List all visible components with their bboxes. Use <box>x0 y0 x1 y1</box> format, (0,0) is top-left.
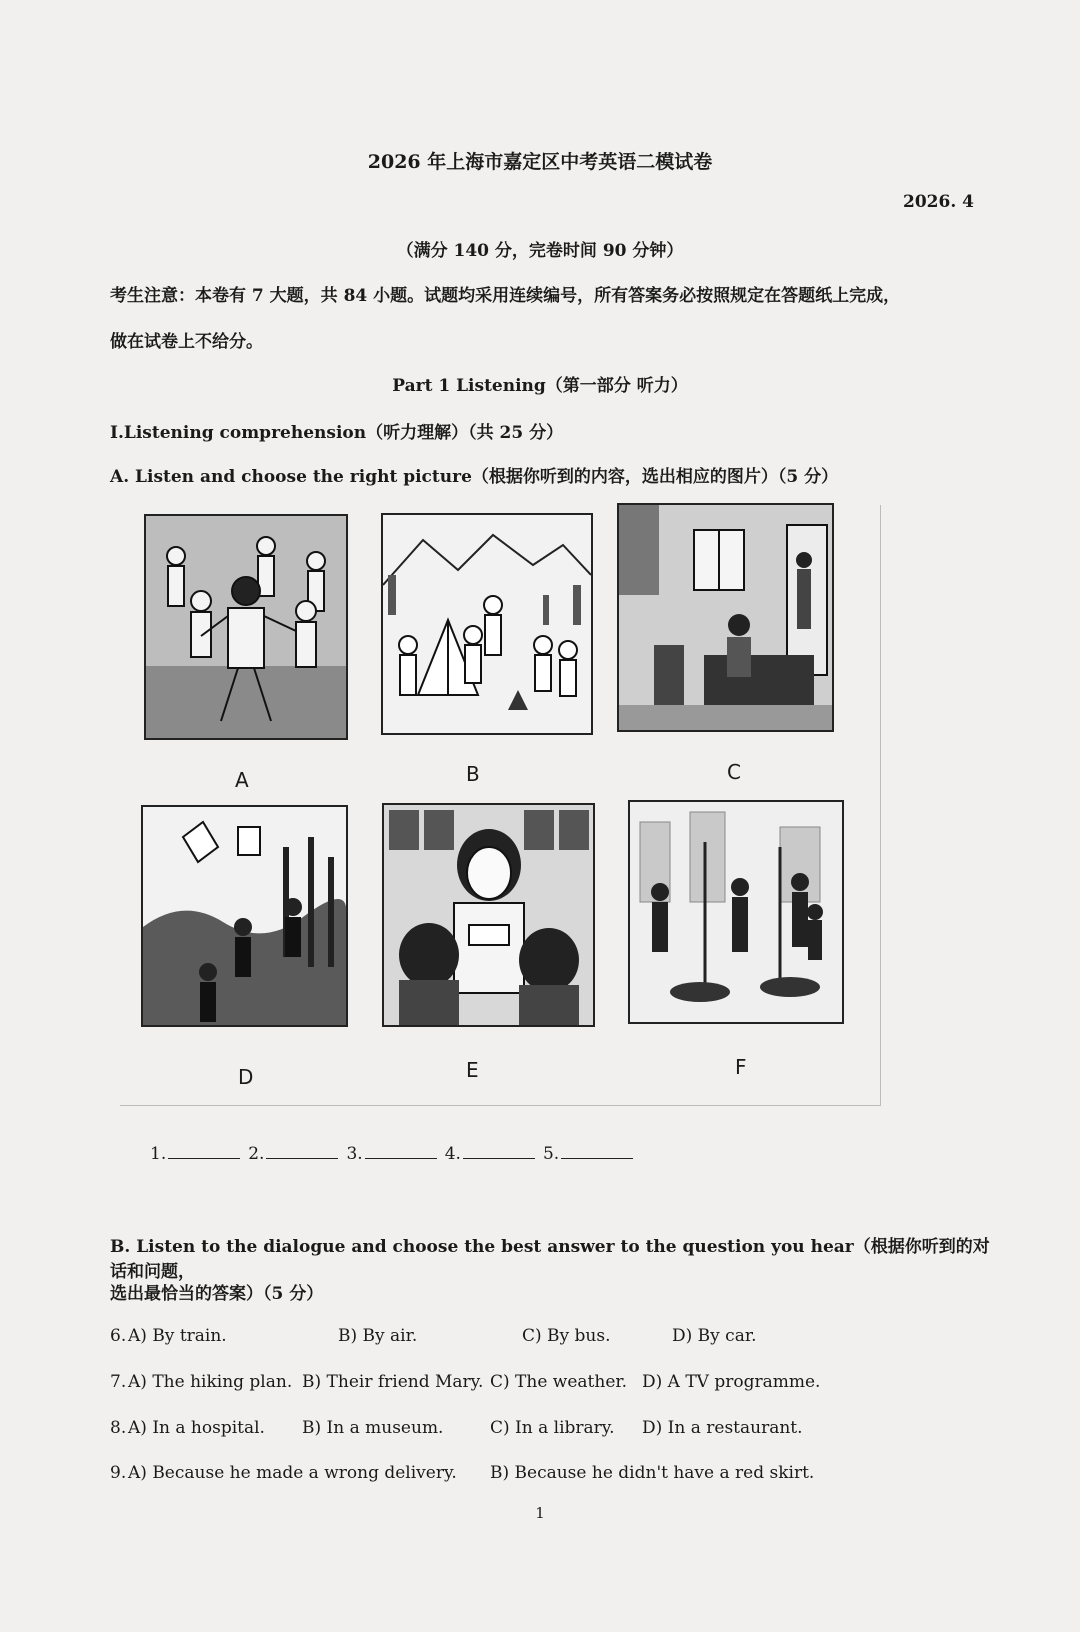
answer-blanks <box>150 1144 633 1164</box>
page-number: 1 <box>535 1504 545 1522</box>
section-heading: I.Listening comprehension（听力理解）（共 25 分） <box>110 423 564 443</box>
notice-line-1: 考生注意：本卷有 7 大题，共 84 小题。试题均采用连续编号，所有答案务必按照规定在答题纸上完成， <box>110 286 901 306</box>
picture-label-e: E <box>466 1058 479 1082</box>
tai-chi-group-picture <box>144 514 348 740</box>
picture-label-c: C <box>727 760 741 784</box>
notice-line-2: 做在试卷上不给分。 <box>110 332 263 352</box>
option-d[interactable]: D) In a restaurant. <box>642 1418 803 1438</box>
classroom-picture <box>382 803 595 1027</box>
answer-blank-5[interactable]: 5. <box>543 1144 633 1164</box>
section-a-heading: A. Listen and choose the right picture（根据你听到的内容，选出相应的图片）（5 分） <box>110 467 839 487</box>
section-b-heading-cont: 选出最恰当的答案）（5 分） <box>110 1284 324 1304</box>
part-title: Part 1 Listening（第一部分 听力） <box>392 376 688 396</box>
picture-label-d: D <box>238 1065 254 1089</box>
option-c[interactable]: C) The weather. <box>490 1372 628 1392</box>
option-a[interactable]: A) Because he made a wrong delivery. <box>128 1463 457 1483</box>
question-8 <box>110 1418 990 1442</box>
option-c[interactable]: C) By bus. <box>522 1326 611 1346</box>
tree-planting-picture <box>628 800 844 1024</box>
picture-label-a: A <box>235 768 249 792</box>
answer-blank-1[interactable]: 1. <box>150 1144 240 1164</box>
option-a[interactable]: A) The hiking plan. <box>128 1372 293 1392</box>
camping-picture <box>381 513 593 735</box>
question-6 <box>110 1326 990 1350</box>
exam-date: 2026. 4 <box>903 192 974 212</box>
option-a[interactable]: A) By train. <box>128 1326 227 1346</box>
kite-flying-picture <box>141 805 348 1027</box>
option-d[interactable]: D) By car. <box>672 1326 757 1346</box>
section-b-heading: B. Listen to the dialogue and choose the best answer to the question you hear（根据你听到的对话和问题， <box>110 1237 990 1282</box>
option-a[interactable]: A) In a hospital. <box>128 1418 265 1438</box>
living-room-picture <box>617 503 834 732</box>
exam-title: 2026 年上海市嘉定区中考英语二模试卷 <box>367 151 713 173</box>
question-number: 8. <box>110 1418 127 1438</box>
picture-label-f: F <box>735 1055 747 1079</box>
option-b[interactable]: B) Because he didn't have a red skirt. <box>490 1463 815 1483</box>
answer-blank-4[interactable]: 4. <box>445 1144 535 1164</box>
option-b[interactable]: B) Their friend Mary. <box>302 1372 484 1392</box>
question-number: 9. <box>110 1463 127 1483</box>
answer-blank-2[interactable]: 2. <box>248 1144 338 1164</box>
question-9 <box>110 1463 990 1487</box>
exam-subtitle: （满分 140 分，完卷时间 90 分钟） <box>396 241 684 261</box>
picture-label-b: B <box>466 762 480 786</box>
answer-blank-3[interactable]: 3. <box>346 1144 436 1164</box>
question-number: 7. <box>110 1372 127 1392</box>
question-number: 6. <box>110 1326 127 1346</box>
option-c[interactable]: C) In a library. <box>490 1418 615 1438</box>
question-7 <box>110 1372 990 1396</box>
option-b[interactable]: B) By air. <box>338 1326 418 1346</box>
option-d[interactable]: D) A TV programme. <box>642 1372 821 1392</box>
option-b[interactable]: B) In a museum. <box>302 1418 444 1438</box>
